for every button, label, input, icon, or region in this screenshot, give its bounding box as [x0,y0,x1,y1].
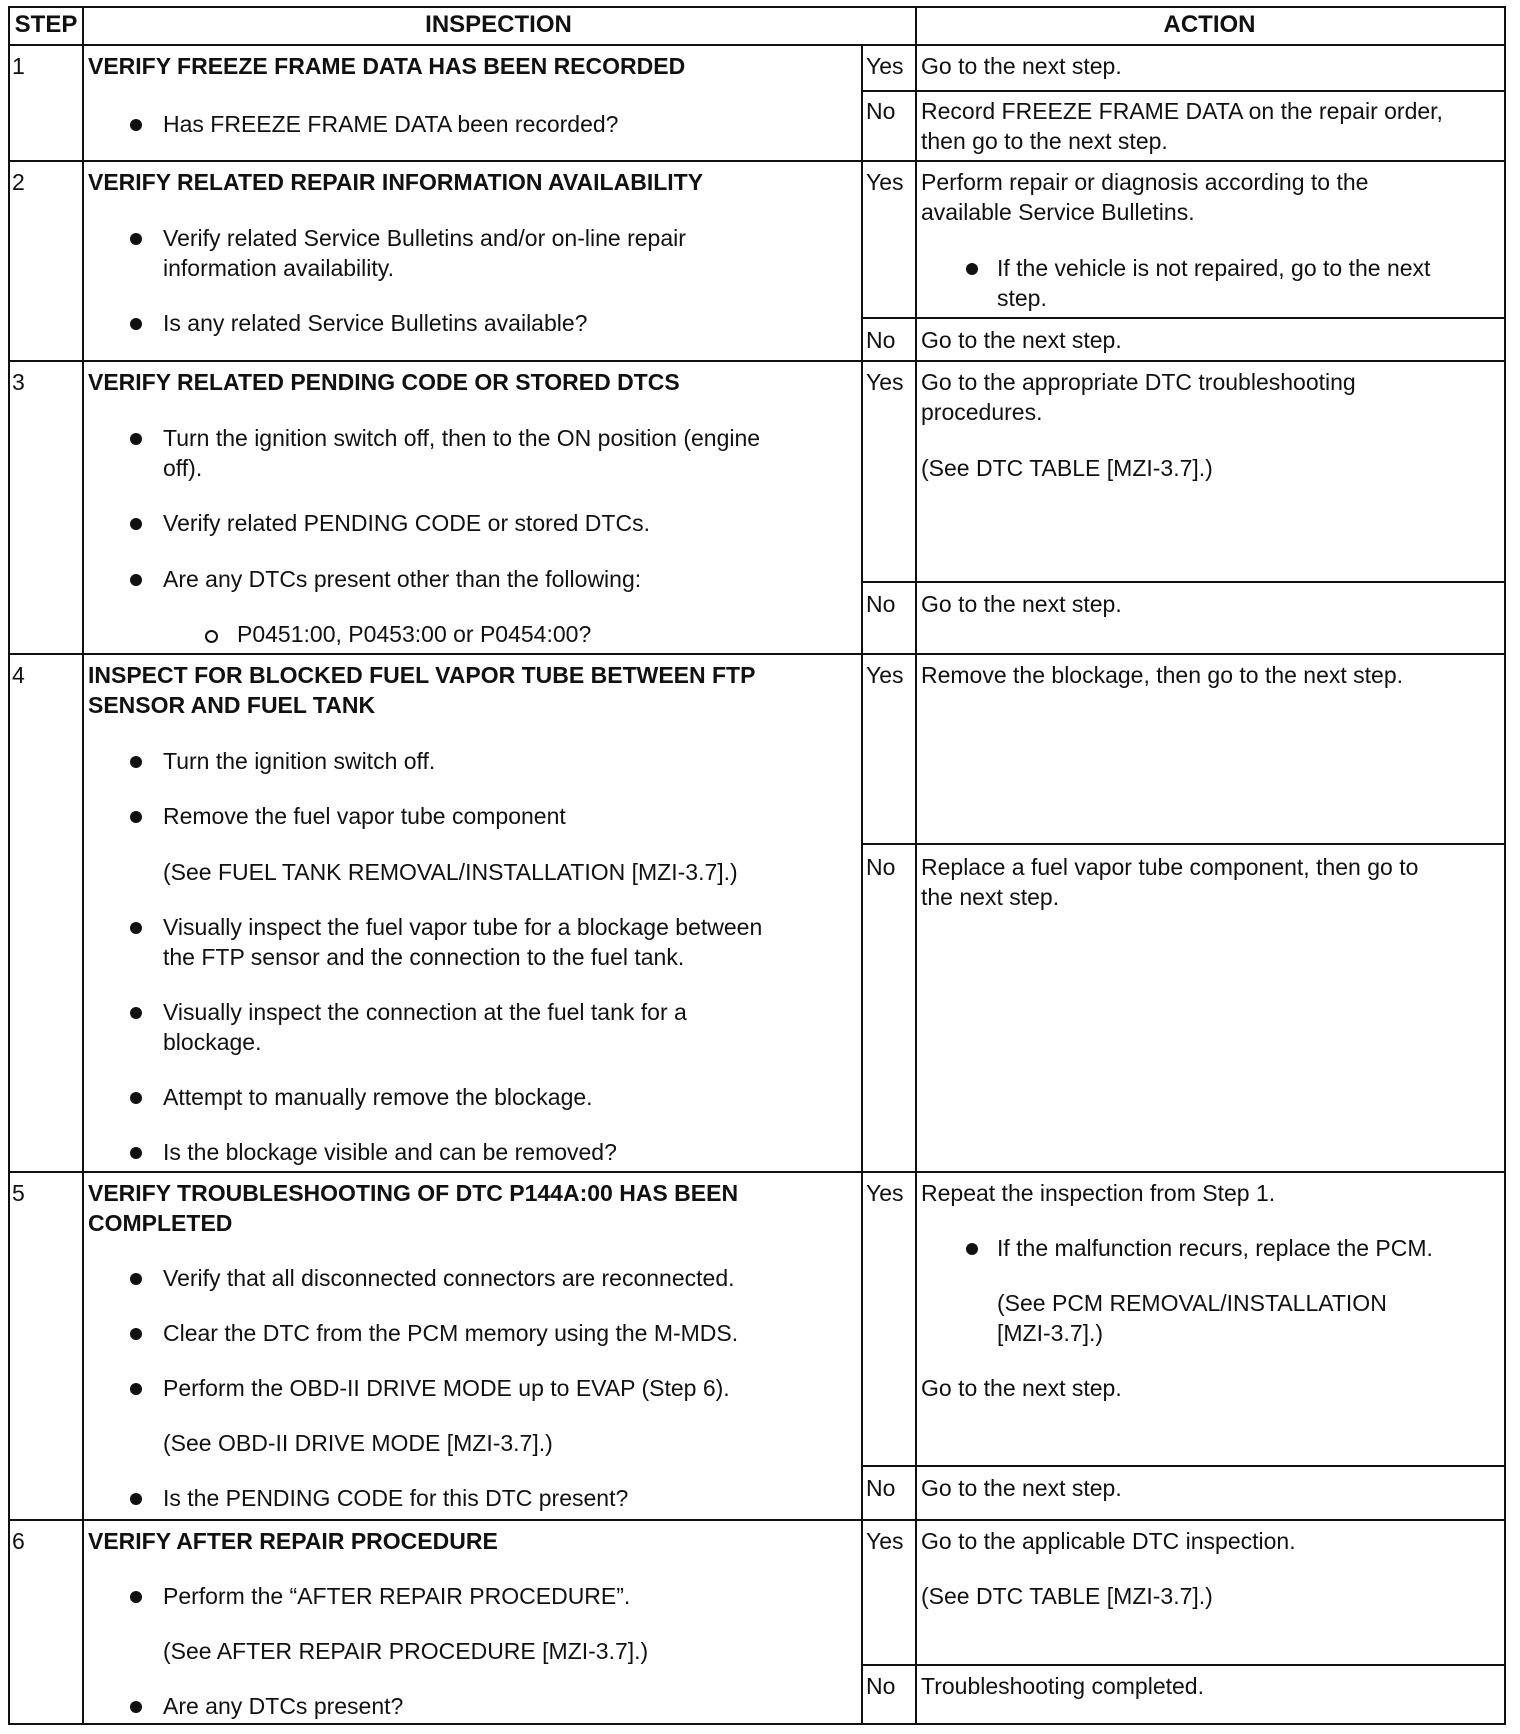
no-action: Troubleshooting completed. [921,1673,1204,1699]
yes-label: Yes [866,1528,904,1554]
inspection-item: Perform the “AFTER REPAIR PROCEDURE”. [163,1583,631,1609]
bullet-icon [130,1147,142,1159]
no-action: Record FREEZE FRAME DATA on the repair order, [921,98,1443,124]
bullet-icon [130,1383,142,1395]
yes-action: Go to the next step. [921,1375,1122,1401]
step-number: 3 [12,369,25,395]
yesno-rule-3 [861,581,1504,583]
no-action: Go to the next step. [921,591,1122,617]
yes-action-ref: (See DTC TABLE [MZI-3.7].) [921,1583,1213,1609]
step-title: VERIFY AFTER REPAIR PROCEDURE [88,1528,498,1554]
bullet-icon [130,318,142,330]
yes-label: Yes [866,369,904,395]
step-number: 4 [12,662,25,688]
step-title: VERIFY RELATED PENDING CODE OR STORED DTCS [88,369,680,395]
inspection-item: Has FREEZE FRAME DATA been recorded? [163,111,619,137]
row-rule-3 [10,653,1504,655]
bullet-icon [130,574,142,586]
bullet-icon [130,1273,142,1285]
no-action: Go to the next step. [921,327,1122,353]
inspection-item: Turn the ignition switch off, then to the ON position (engine [163,425,761,451]
yes-action-bullet: If the malfunction recurs, replace the PCM. [997,1235,1433,1261]
inspection-item: the FTP sensor and the connection to the fuel tank. [163,944,685,970]
bullet-icon [130,518,142,530]
inspection-item: Visually inspect the connection at the fuel tank for a [163,999,687,1025]
yes-action: Go to the appropriate DTC troubleshooting [921,369,1356,395]
col-divider-yesno-sub [861,44,863,1723]
no-action: Replace a fuel vapor tube component, then go to [921,854,1419,880]
inspection-item: Is the blockage visible and can be removed? [163,1139,617,1165]
no-label: No [866,591,896,617]
yes-action-ref: [MZI-3.7].) [997,1320,1104,1346]
row-rule-4 [10,1171,1504,1173]
step-title: VERIFY TROUBLESHOOTING OF DTC P144A:00 HAS BEEN [88,1180,739,1206]
inspection-item: Visually inspect the fuel vapor tube for a blockage between [163,914,763,940]
yes-label: Yes [866,662,904,688]
header-inspection: INSPECTION [425,11,572,38]
sub-bullet-icon [205,630,218,643]
inspection-item: information availability. [163,255,394,281]
inspection-item: Is any related Service Bulletins available? [163,310,588,336]
inspection-item: Verify related Service Bulletins and/or on-line repair [163,225,686,251]
inspection-ref: (See AFTER REPAIR PROCEDURE [MZI-3.7].) [163,1638,649,1664]
no-action: Go to the next step. [921,1475,1122,1501]
step-title: SENSOR AND FUEL TANK [88,692,376,718]
row-rule-5 [10,1519,1504,1521]
bullet-icon [130,1092,142,1104]
bullet-icon [130,922,142,934]
yesno-rule-4 [861,843,1504,845]
no-label: No [866,98,896,124]
yes-label: Yes [866,53,904,79]
yes-action-ref: (See PCM REMOVAL/INSTALLATION [997,1290,1387,1316]
bullet-icon [130,433,142,445]
bullet-icon [130,1591,142,1603]
bullet-icon [130,811,142,823]
bullet-icon [130,1493,142,1505]
inspection-item: off). [163,455,203,481]
step-number: 5 [12,1180,25,1206]
yes-action: procedures. [921,399,1043,425]
bullet-icon [130,756,142,768]
inspection-item: Are any DTCs present other than the following: [163,566,642,592]
step-number: 1 [12,53,25,79]
bullet-icon [966,263,978,275]
header-rule [10,44,1504,46]
row-rule-2 [10,360,1504,362]
yesno-rule-6 [861,1664,1504,1666]
step-number: 6 [12,1528,25,1554]
no-action: then go to the next step. [921,128,1168,154]
step-number: 2 [12,169,25,195]
no-action: the next step. [921,884,1060,910]
bullet-icon [130,1007,142,1019]
inspection-item: Verify that all disconnected connectors are reconnected. [163,1265,735,1291]
yes-action: Perform repair or diagnosis according to the [921,169,1369,195]
yesno-rule-5 [861,1465,1504,1467]
yes-action: available Service Bulletins. [921,199,1195,225]
no-label: No [866,854,896,880]
step-title: COMPLETED [88,1210,233,1236]
yes-action-bullet: If the vehicle is not repaired, go to the next [997,255,1431,281]
inspection-subitem: P0451:00, P0453:00 or P0454:00? [237,621,592,647]
yes-label: Yes [866,1180,904,1206]
inspection-item: Turn the ignition switch off. [163,748,436,774]
no-label: No [866,327,896,353]
inspection-item: blockage. [163,1029,262,1055]
yesno-rule-1 [861,90,1504,92]
col-divider-step [82,8,84,1723]
inspection-item: Is the PENDING CODE for this DTC present? [163,1485,629,1511]
yes-action: Go to the applicable DTC inspection. [921,1528,1296,1554]
bullet-icon [130,1701,142,1713]
bullet-icon [130,119,142,131]
yesno-rule-2 [861,317,1504,319]
bullet-icon [130,1328,142,1340]
yes-action-ref: (See DTC TABLE [MZI-3.7].) [921,455,1213,481]
inspection-item: Are any DTCs present? [163,1693,404,1719]
yes-action: Go to the next step. [921,53,1122,79]
inspection-ref: (See OBD-II DRIVE MODE [MZI-3.7].) [163,1430,553,1456]
inspection-item: Perform the OBD-II DRIVE MODE up to EVAP (Step 6). [163,1375,730,1401]
yes-action: Remove the blockage, then go to the next step. [921,662,1404,688]
inspection-item: Clear the DTC from the PCM memory using the M-MDS. [163,1320,739,1346]
step-title: INSPECT FOR BLOCKED FUEL VAPOR TUBE BETWEEN FTP [88,662,756,688]
bullet-icon [130,233,142,245]
yes-action: Repeat the inspection from Step 1. [921,1180,1276,1206]
header-step: STEP [14,11,78,38]
step-title: VERIFY RELATED REPAIR INFORMATION AVAILABILITY [88,169,704,195]
yes-action-bullet: step. [997,285,1047,311]
yes-label: Yes [866,169,904,195]
row-rule-1 [10,160,1504,162]
inspection-item: Attempt to manually remove the blockage. [163,1084,593,1110]
inspection-ref: (See FUEL TANK REMOVAL/INSTALLATION [MZI-3.7].) [163,859,738,885]
step-title: VERIFY FREEZE FRAME DATA HAS BEEN RECORDED [88,53,686,79]
header-action: ACTION [1163,11,1256,38]
bullet-icon [966,1243,978,1255]
no-label: No [866,1673,896,1699]
no-label: No [866,1475,896,1501]
inspection-item: Remove the fuel vapor tube component [163,803,566,829]
inspection-item: Verify related PENDING CODE or stored DTCs. [163,510,650,536]
